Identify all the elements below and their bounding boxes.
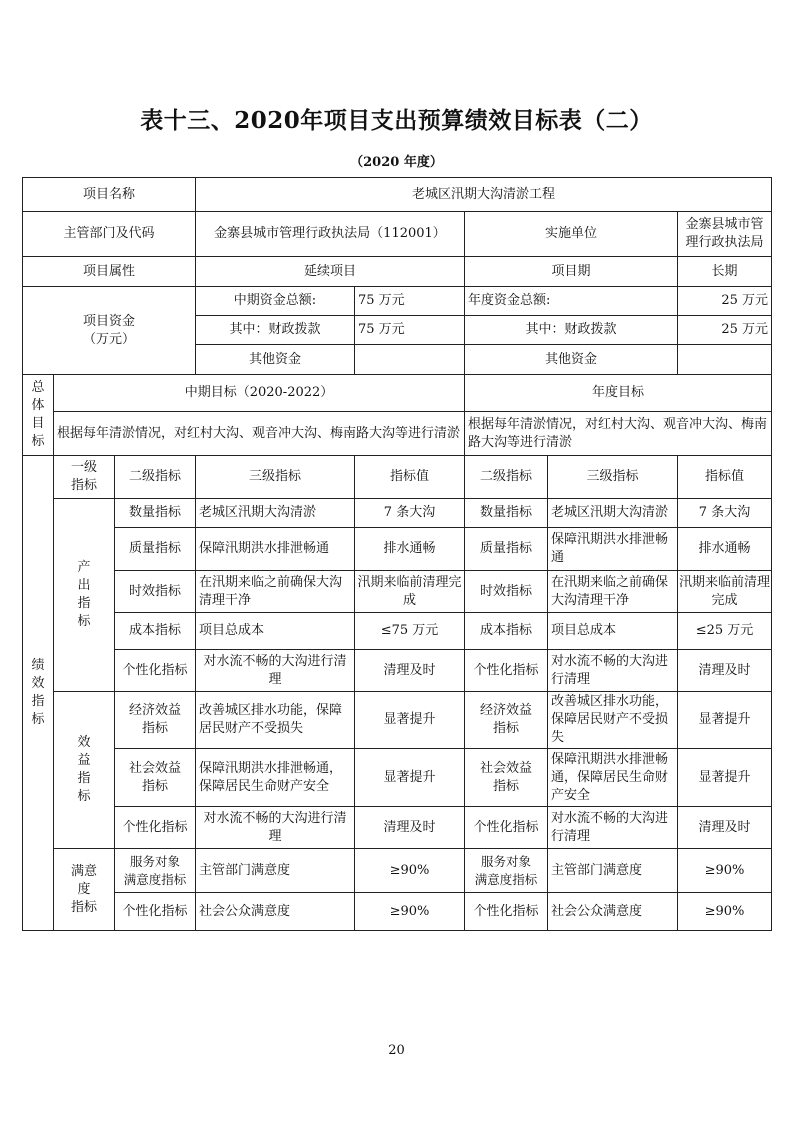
level1-header: 一级 指标 — [54, 456, 115, 499]
annual-target-header: 年度目标 — [465, 375, 772, 412]
project-name-value: 老城区汛期大沟清淤工程 — [196, 178, 772, 212]
table-row-l3: 项目总成本 — [196, 613, 355, 650]
table-row-l3: 保障汛期洪水排泄畅通 — [196, 528, 355, 571]
overall-target-label: 总 体 目 标 — [23, 375, 54, 456]
table-row-annual-l2: 质量指标 — [465, 528, 548, 571]
table-row-annual-value: 排水通畅 — [678, 528, 772, 571]
table-row-annual-l3: 项目总成本 — [548, 613, 678, 650]
table-row-l3: 社会公众满意度 — [196, 893, 355, 931]
project-name-label: 项目名称 — [23, 178, 196, 212]
table-row-annual-value: 汛期来临前清理完成 — [678, 571, 772, 613]
table-row-annual-l3: 主管部门满意度 — [548, 849, 678, 893]
dept-value: 金寨县城市管理行政执法局（112001） — [196, 212, 465, 257]
table-row-l2: 数量指标 — [115, 499, 196, 528]
table-row-annual-l2: 个性化指标 — [465, 893, 548, 931]
mid-term-target-header: 中期目标（2020-2022） — [54, 375, 465, 412]
table-row-l2: 个性化指标 — [115, 807, 196, 849]
unit-value: 金寨县城市管理行政执法局 — [678, 212, 772, 257]
table-row-annual-l2: 时效指标 — [465, 571, 548, 613]
table-row-l2: 质量指标 — [115, 528, 196, 571]
table-row-value: 汛期来临前清理完成 — [355, 571, 465, 613]
table-row-l2: 服务对象 满意度指标 — [115, 849, 196, 893]
table-row-annual-l3: 保障汛期洪水排泄畅通，保障居民生命财产安全 — [548, 749, 678, 807]
table-row-annual-l3: 在汛期来临之前确保大沟清理干净 — [548, 571, 678, 613]
table-row-annual-value: 清理及时 — [678, 650, 772, 692]
table-row-value: ≤75 万元 — [355, 613, 465, 650]
table-row-l2: 成本指标 — [115, 613, 196, 650]
table-row-l2: 社会效益 指标 — [115, 749, 196, 807]
mid-fiscal-value: 75 万元 — [355, 316, 465, 345]
period-label: 项目期 — [465, 257, 678, 287]
dept-label: 主管部门及代码 — [23, 212, 196, 257]
period-value: 长期 — [678, 257, 772, 287]
page-number: 20 — [388, 1043, 405, 1058]
table-row-l3: 改善城区排水功能，保障居民财产不受损失 — [196, 692, 355, 749]
annual-other-value — [678, 345, 772, 375]
table-row-value: ≥90% — [355, 849, 465, 893]
table-row-value: 显著提升 — [355, 692, 465, 749]
mid-total-value: 75 万元 — [355, 287, 465, 316]
table-row-annual-l3: 老城区汛期大沟清淤 — [548, 499, 678, 528]
table-row-annual-value: 显著提升 — [678, 692, 772, 749]
table-row-annual-value: 显著提升 — [678, 749, 772, 807]
table-row-value: ≥90% — [355, 893, 465, 931]
table-row-l3: 老城区汛期大沟清淤 — [196, 499, 355, 528]
output-indicator-label: 产 出 指 标 — [54, 499, 115, 692]
funds-label: 项目资金 （万元） — [23, 287, 196, 375]
table-row-l2: 个性化指标 — [115, 650, 196, 692]
annual-total-value: 25 万元 — [678, 287, 772, 316]
satisfaction-indicator-label: 满意 度 指标 — [54, 849, 115, 931]
mid-other-value — [355, 345, 465, 375]
annual-level2-header: 二级指标 — [465, 456, 548, 499]
table-row-l3: 在汛期来临之前确保大沟清理干净 — [196, 571, 355, 613]
table-row-annual-value: ≥90% — [678, 893, 772, 931]
table-row-annual-l2: 个性化指标 — [465, 650, 548, 692]
annual-level3-header: 三级指标 — [548, 456, 678, 499]
table-row-annual-l2: 服务对象 满意度指标 — [465, 849, 548, 893]
table-row-l3: 对水流不畅的大沟进行清理 — [196, 807, 355, 849]
level3-header: 三级指标 — [196, 456, 355, 499]
table-row-l2: 个性化指标 — [115, 893, 196, 931]
table-row-annual-value: ≤25 万元 — [678, 613, 772, 650]
level2-header: 二级指标 — [115, 456, 196, 499]
mid-term-target-text: 根据每年清淤情况，对红村大沟、观音冲大沟、梅南路大沟等进行清淤 — [54, 412, 465, 456]
annual-target-text: 根据每年清淤情况，对红村大沟、观音冲大沟、梅南路大沟等进行清淤 — [465, 412, 772, 456]
table-row-value: 7 条大沟 — [355, 499, 465, 528]
annual-fiscal-value: 25 万元 — [678, 316, 772, 345]
table-row-annual-value: ≥90% — [678, 849, 772, 893]
table-row-annual-l3: 对水流不畅的大沟进行清理 — [548, 650, 678, 692]
table-row-l3: 主管部门满意度 — [196, 849, 355, 893]
table-row-value: 清理及时 — [355, 807, 465, 849]
page-subtitle: （2020 年度） — [350, 155, 443, 170]
table-row-annual-value: 7 条大沟 — [678, 499, 772, 528]
annual-fiscal-label: 其中：财政拨款 — [465, 316, 678, 345]
performance-target-table — [22, 177, 772, 931]
table-row-annual-l3: 对水流不畅的大沟进行清理 — [548, 807, 678, 849]
unit-label: 实施单位 — [465, 212, 678, 257]
table-row-value: 清理及时 — [355, 650, 465, 692]
attr-value: 延续项目 — [196, 257, 465, 287]
table-row-annual-l2: 个性化指标 — [465, 807, 548, 849]
table-row-annual-l3: 改善城区排水功能，保障居民财产不受损失 — [548, 692, 678, 749]
mid-fiscal-label: 其中：财政拨款 — [196, 316, 355, 345]
table-row-annual-l3: 社会公众满意度 — [548, 893, 678, 931]
table-row-annual-l3: 保障汛期洪水排泄畅通 — [548, 528, 678, 571]
mid-other-label: 其他资金 — [196, 345, 355, 375]
annual-total-label: 年度资金总额: — [465, 287, 678, 316]
value-header: 指标值 — [355, 456, 465, 499]
benefit-indicator-label: 效 益 指 标 — [54, 692, 115, 849]
table-row-annual-l2: 成本指标 — [465, 613, 548, 650]
performance-indicator-label: 绩 效 指 标 — [23, 456, 54, 931]
table-row-annual-l2: 经济效益 指标 — [465, 692, 548, 749]
table-row-l3: 对水流不畅的大沟进行清理 — [196, 650, 355, 692]
table-row-annual-l2: 数量指标 — [465, 499, 548, 528]
page-title: 表十三、2020年项目支出预算绩效目标表（二） — [140, 107, 653, 134]
table-row-annual-value: 清理及时 — [678, 807, 772, 849]
table-row-annual-l2: 社会效益 指标 — [465, 749, 548, 807]
annual-other-label: 其他资金 — [465, 345, 678, 375]
annual-value-header: 指标值 — [678, 456, 772, 499]
table-row-value: 显著提升 — [355, 749, 465, 807]
table-row-l2: 经济效益 指标 — [115, 692, 196, 749]
table-row-l2: 时效指标 — [115, 571, 196, 613]
attr-label: 项目属性 — [23, 257, 196, 287]
table-row-value: 排水通畅 — [355, 528, 465, 571]
mid-total-label: 中期资金总额: — [196, 287, 355, 316]
table-row-l3: 保障汛期洪水排泄畅通，保障居民生命财产安全 — [196, 749, 355, 807]
